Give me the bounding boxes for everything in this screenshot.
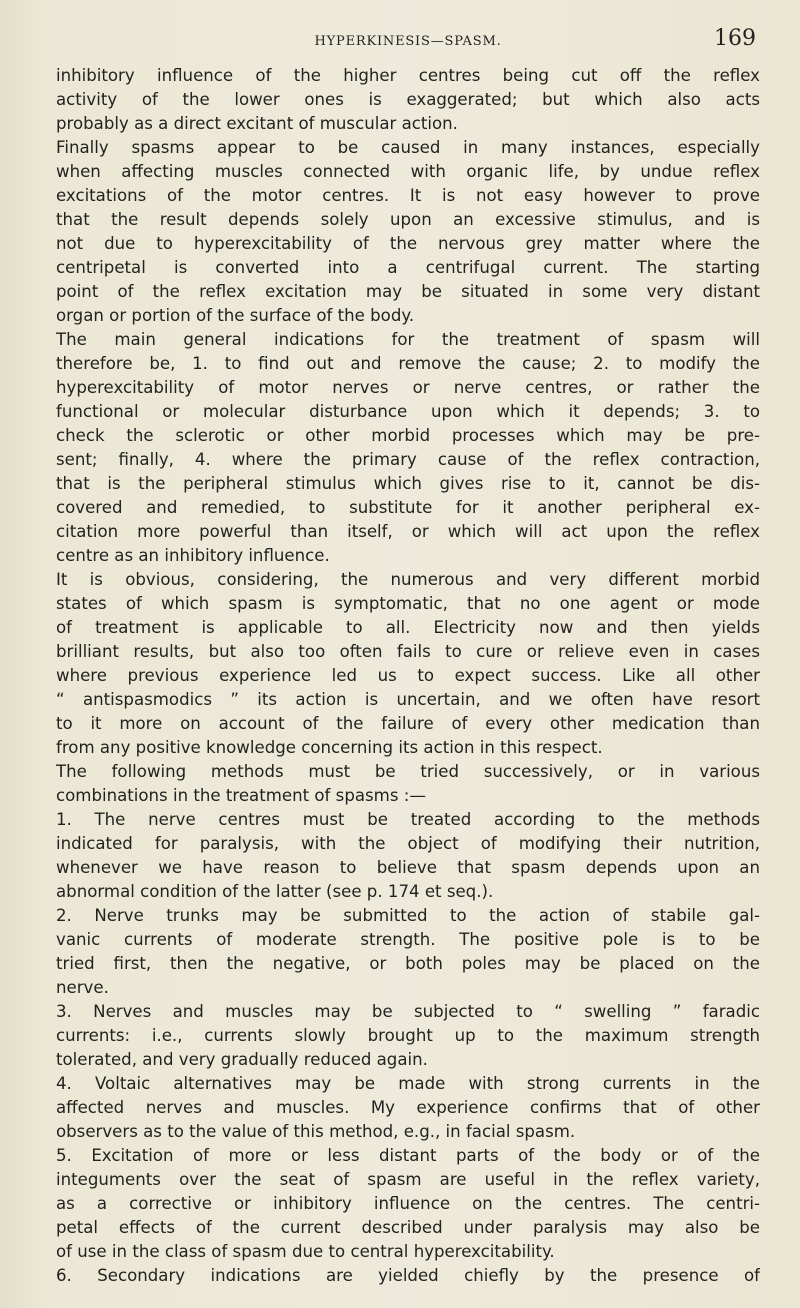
text-line: indicated for paralysis, with the object of modifying their nutrition, <box>56 834 760 853</box>
text-line: to it more on account of the failure of every other medication than <box>56 714 760 733</box>
text-line: tolerated, and very gradually reduced again. <box>56 1050 428 1069</box>
text-line: that is the peripheral stimulus which gives rise to it, cannot be dis- <box>56 474 760 493</box>
text-line: combinations in the treatment of spasms :— <box>56 786 426 805</box>
text-line: whenever we have reason to believe that spasm depends upon an <box>56 858 760 877</box>
text-line: 3. Nerves and muscles may be subjected to “ swelling ” faradic <box>56 1002 760 1021</box>
text-line: It is obvious, considering, the numerous and very different morbid <box>56 570 760 589</box>
text-line: check the sclerotic or other morbid processes which may be pre- <box>56 426 760 445</box>
text-line: currents: i.e., currents slowly brought up to the maximum strength <box>56 1026 760 1045</box>
text-line: The main general indications for the treatment of spasm will <box>56 330 760 349</box>
body-text <box>56 64 760 1288</box>
text-line: of use in the class of spasm due to central hyperexcitability. <box>56 1242 555 1261</box>
text-line: covered and remedied, to substitute for it another peripheral ex- <box>56 498 760 517</box>
text-line: integuments over the seat of spasm are useful in the reflex variety, <box>56 1170 760 1189</box>
text-line: where previous experience led us to expect success. Like all other <box>56 666 760 685</box>
text-line: observers as to the value of this method, e.g., in facial spasm. <box>56 1122 576 1141</box>
text-line: functional or molecular disturbance upon which it depends; 3. to <box>56 402 760 421</box>
text-line: point of the reflex excitation may be situated in some very distant <box>56 282 760 301</box>
text-line: citation more powerful than itself, or which will act upon the reflex <box>56 522 760 541</box>
running-head <box>56 26 760 58</box>
text-line: centre as an inhibitory influence. <box>56 546 330 565</box>
text-line: organ or portion of the surface of the body. <box>56 306 415 325</box>
text-line: brilliant results, but also too often fails to cure or relieve even in cases <box>56 642 760 661</box>
text-line: sent; finally, 4. where the primary cause of the reflex contraction, <box>56 450 760 469</box>
text-line: inhibitory influence of the higher centres being cut off the reflex <box>56 66 760 85</box>
text-line: 2. Nerve trunks may be submitted to the action of stabile gal- <box>56 906 760 925</box>
text-line: 1. The nerve centres must be treated according to the methods <box>56 810 760 829</box>
text-line: that the result depends solely upon an excessive stimulus, and is <box>56 210 760 229</box>
text-line: 6. Secondary indications are yielded chiefly by the presence of <box>56 1266 760 1285</box>
text-line: 5. Excitation of more or less distant parts of the body or of the <box>56 1146 760 1165</box>
text-line: centripetal is converted into a centrifugal current. The starting <box>56 258 760 277</box>
text-line: not due to hyperexcitability of the nervous grey matter where the <box>56 234 760 253</box>
text-line: tried first, then the negative, or both poles may be placed on the <box>56 954 760 973</box>
page-number: 169 <box>714 26 756 51</box>
text-line: nerve. <box>56 978 109 997</box>
text-line: The following methods must be tried successively, or in various <box>56 762 760 781</box>
text-line: vanic currents of moderate strength. The positive pole is to be <box>56 930 760 949</box>
text-line: of treatment is applicable to all. Electricity now and then yields <box>56 618 760 637</box>
text-line: affected nerves and muscles. My experience confirms that of other <box>56 1098 760 1117</box>
text-line: Finally spasms appear to be caused in many instances, especially <box>56 138 760 157</box>
text-line: probably as a direct excitant of muscular action. <box>56 114 458 133</box>
running-title: HYPERKINESIS—SPASM. <box>314 34 502 49</box>
text-line: excitations of the motor centres. It is not easy however to prove <box>56 186 760 205</box>
text-line: “ antispasmodics ” its action is uncertain, and we often have resort <box>56 690 760 709</box>
text-line: abnormal condition of the latter (see p. 174 et seq.). <box>56 882 494 901</box>
text-line: petal effects of the current described under paralysis may also be <box>56 1218 760 1237</box>
text-line: hyperexcitability of motor nerves or nerve centres, or rather the <box>56 378 760 397</box>
text-line: therefore be, 1. to find out and remove the cause; 2. to modify the <box>56 354 760 373</box>
text-line: as a corrective or inhibitory influence on the centres. The centri- <box>56 1194 760 1213</box>
text-line: states of which spasm is symptomatic, that no one agent or mode <box>56 594 760 613</box>
text-line: activity of the lower ones is exaggerated; but which also acts <box>56 90 760 109</box>
text-line: from any positive knowledge concerning its action in this respect. <box>56 738 603 757</box>
text-line: when affecting muscles connected with organic life, by undue reflex <box>56 162 760 181</box>
text-line: 4. Voltaic alternatives may be made with strong currents in the <box>56 1074 760 1093</box>
